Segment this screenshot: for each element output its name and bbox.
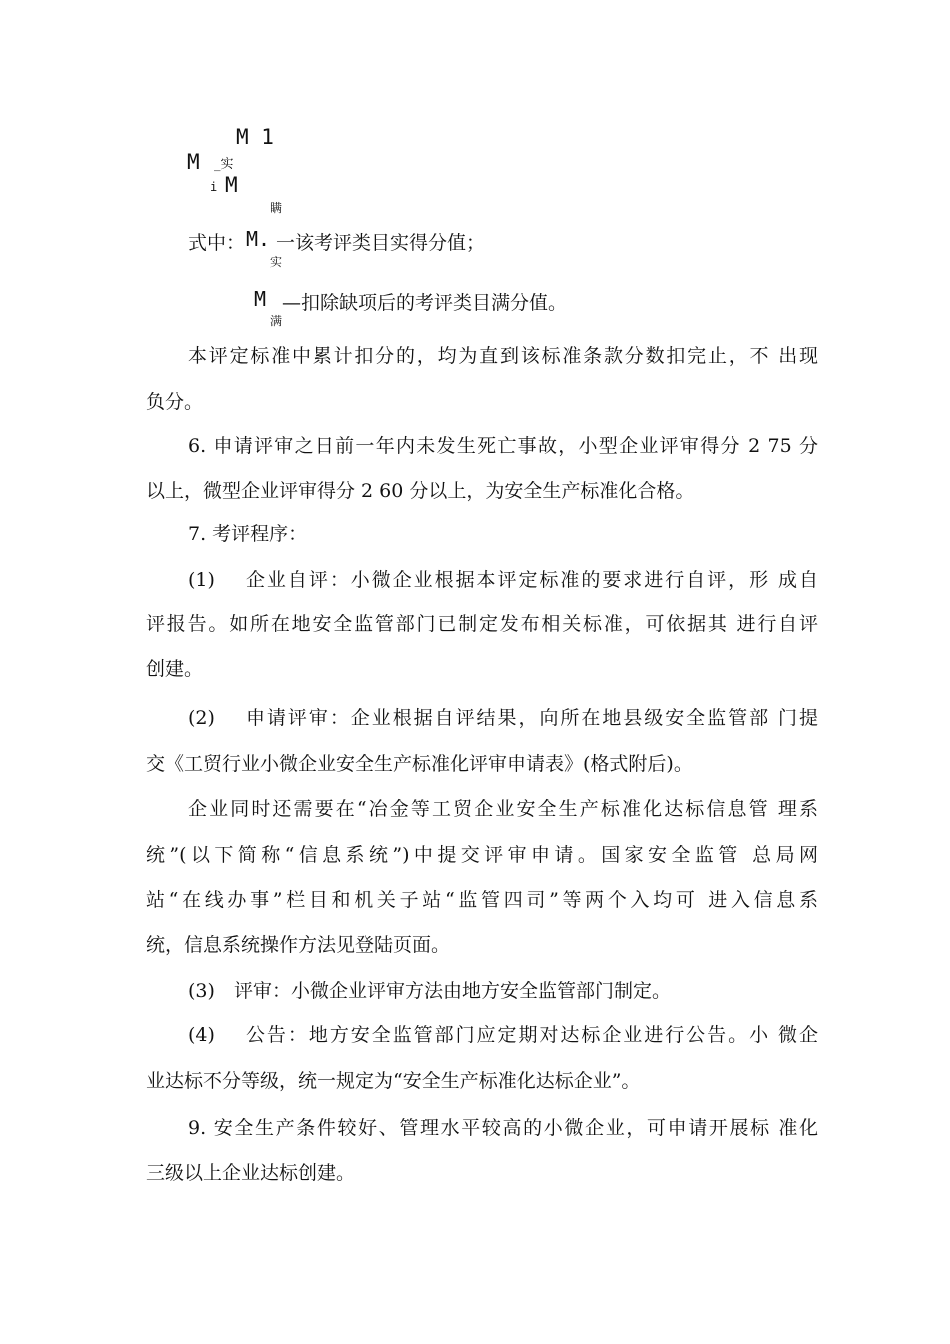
paragraph-line: 以上，微型企业评审得分 2 60 分以上，为安全生产标准化合格。 <box>146 480 695 502</box>
definition-m2-text: —扣除缺项后的考评类目满分值。 <box>282 292 568 314</box>
paragraph-line: 企业同时还需要在“冶金等工贸企业安全生产标准化达标信息管 理系 <box>188 798 818 820</box>
formula-m-denominator: M <box>225 173 238 197</box>
list-text: 公告：地方安全监管部门应定期对达标企业进行公告。小 微企 <box>244 1024 818 1046</box>
list-number: (2) <box>188 707 215 729</box>
definition-lead: 式中： <box>188 232 246 254</box>
list-number: (1) <box>188 569 215 591</box>
section-heading: 7. 考评程序： <box>188 523 308 545</box>
list-item <box>188 567 818 593</box>
formula-subscript-man: 瞒 <box>270 201 283 215</box>
formula-numerator: M 1 <box>236 125 274 149</box>
definition-m2-symbol: M <box>254 287 267 311</box>
list-item <box>188 1022 818 1048</box>
paragraph-line: 9. 安全生产条件较好、管理水平较高的小微企业，可申请开展标 准化 <box>188 1117 818 1139</box>
list-number: (4) <box>188 1024 215 1046</box>
definition-m-subscript: 实 <box>270 255 283 269</box>
paragraph-line: 三级以上企业达标创建。 <box>146 1162 356 1184</box>
paragraph-line: 统，信息系统操作方法见登陆页面。 <box>146 934 451 956</box>
paragraph-line: 业达标不分等级，统一规定为“安全生产标准化达标企业”。 <box>146 1070 641 1092</box>
paragraph-line: 负分。 <box>146 391 204 413</box>
paragraph-line: 统”(以下简称“信息系统”)中提交评审申请。国家安全监管 总局网 <box>146 844 818 866</box>
list-number: (3) <box>188 980 215 1002</box>
paragraph-line: 6. 申请评审之日前一年内未发生死亡事故，小型企业评审得分 2 75 分 <box>188 435 818 457</box>
definition-m-text: 一该考评类目实得分值； <box>276 232 486 254</box>
list-item <box>188 705 818 731</box>
formula-m-main: M <box>187 150 200 174</box>
formula-i-prefix: i <box>210 180 218 194</box>
definition-m-symbol: M. <box>246 227 271 251</box>
list-text: 申请评审：企业根据自评结果，向所在地县级安全监管部 门提 <box>244 707 818 729</box>
list-text: 企业自评：小微企业根据本评定标准的要求进行自评，形 成自 <box>244 569 818 591</box>
formula-subscript-shi: _实 <box>214 157 234 172</box>
paragraph-line: 本评定标准中累计扣分的，均为直到该标准条款分数扣完止，不 出现 <box>188 345 818 367</box>
paragraph-line: 交《工贸行业小微企业安全生产标准化评审申请表》(格式附后)。 <box>146 753 693 775</box>
paragraph-line: 创建。 <box>146 658 204 680</box>
definition-m2-subscript: 满 <box>270 314 283 328</box>
paragraph-line: 站“在线办事”栏目和机关子站“监管四司”等两个入均可 进入信息系 <box>146 889 818 911</box>
list-item <box>188 978 818 1004</box>
list-text: 评审：小微企业评审方法由地方安全监管部门制定。 <box>234 980 672 1002</box>
paragraph-line: 评报告。如所在地安全监管部门已制定发布相关标准，可依据其 进行自评 <box>146 613 818 635</box>
